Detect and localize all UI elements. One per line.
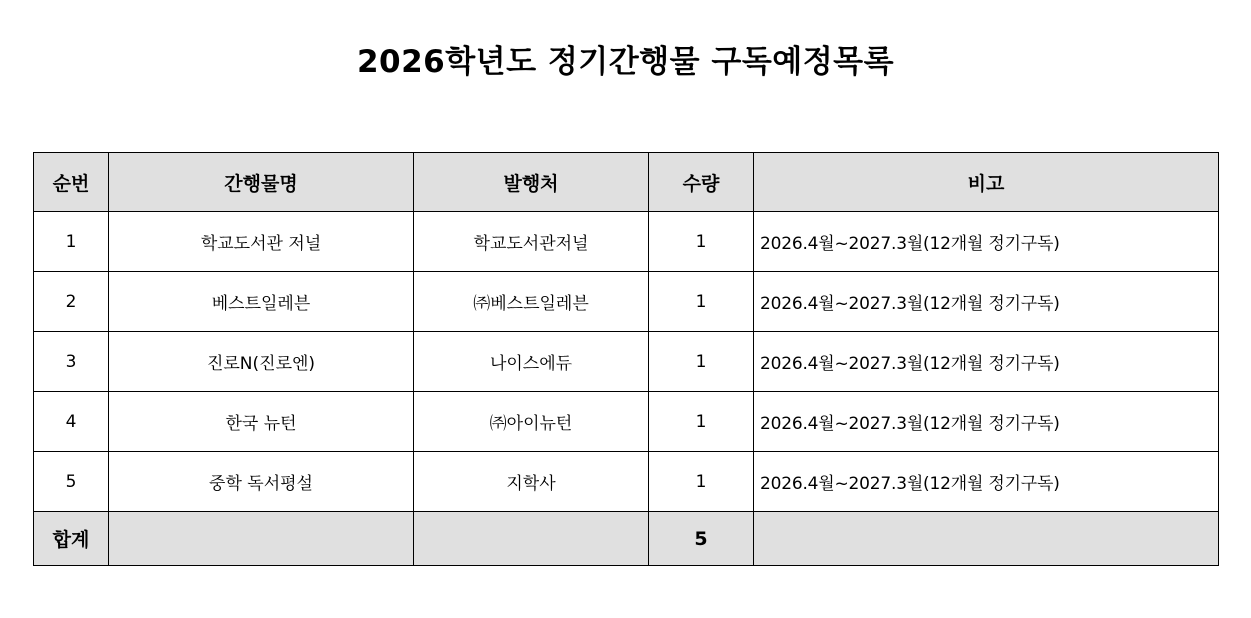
column-header-no: 순번 [34,153,109,212]
cell-publisher: 나이스에듀 [414,332,649,392]
table-header [34,153,1219,212]
cell-remarks: 2026.4월~2027.3월(12개월 정기구독) [754,392,1219,452]
cell-quantity: 1 [649,392,754,452]
cell-no: 3 [34,332,109,392]
periodicals-table [33,152,1219,566]
cell-no: 5 [34,452,109,512]
table-header-row [34,153,1219,212]
cell-total-title [109,512,414,566]
cell-total-remarks [754,512,1219,566]
cell-title: 중학 독서평설 [109,452,414,512]
cell-remarks: 2026.4월~2027.3월(12개월 정기구독) [754,452,1219,512]
table-row [34,452,1219,512]
cell-remarks: 2026.4월~2027.3월(12개월 정기구독) [754,332,1219,392]
cell-quantity: 1 [649,332,754,392]
column-header-quantity: 수량 [649,153,754,212]
page-title: 2026학년도 정기간행물 구독예정목록 [356,44,895,80]
cell-remarks: 2026.4월~2027.3월(12개월 정기구독) [754,272,1219,332]
cell-remarks: 2026.4월~2027.3월(12개월 정기구독) [754,212,1219,272]
table-row [34,392,1219,452]
cell-title: 진로N(진로엔) [109,332,414,392]
cell-total-publisher [414,512,649,566]
cell-publisher: 학교도서관저널 [414,212,649,272]
cell-no: 1 [34,212,109,272]
column-header-publisher: 발행처 [414,153,649,212]
cell-no: 2 [34,272,109,332]
column-header-title: 간행물명 [109,153,414,212]
periodicals-table-container [33,152,1218,566]
cell-quantity: 1 [649,452,754,512]
table-row [34,212,1219,272]
cell-no: 4 [34,392,109,452]
cell-publisher: 지학사 [414,452,649,512]
cell-total-label: 합계 [34,512,109,566]
column-header-remarks: 비고 [754,153,1219,212]
cell-title: 한국 뉴턴 [109,392,414,452]
cell-title: 학교도서관 저널 [109,212,414,272]
cell-quantity: 1 [649,212,754,272]
table-row [34,272,1219,332]
cell-quantity: 1 [649,272,754,332]
cell-publisher: ㈜베스트일레븐 [414,272,649,332]
cell-publisher: ㈜아이뉴턴 [414,392,649,452]
cell-total-quantity: 5 [649,512,754,566]
table-body [34,212,1219,566]
cell-title: 베스트일레븐 [109,272,414,332]
table-row [34,332,1219,392]
table-total-row [34,512,1219,566]
